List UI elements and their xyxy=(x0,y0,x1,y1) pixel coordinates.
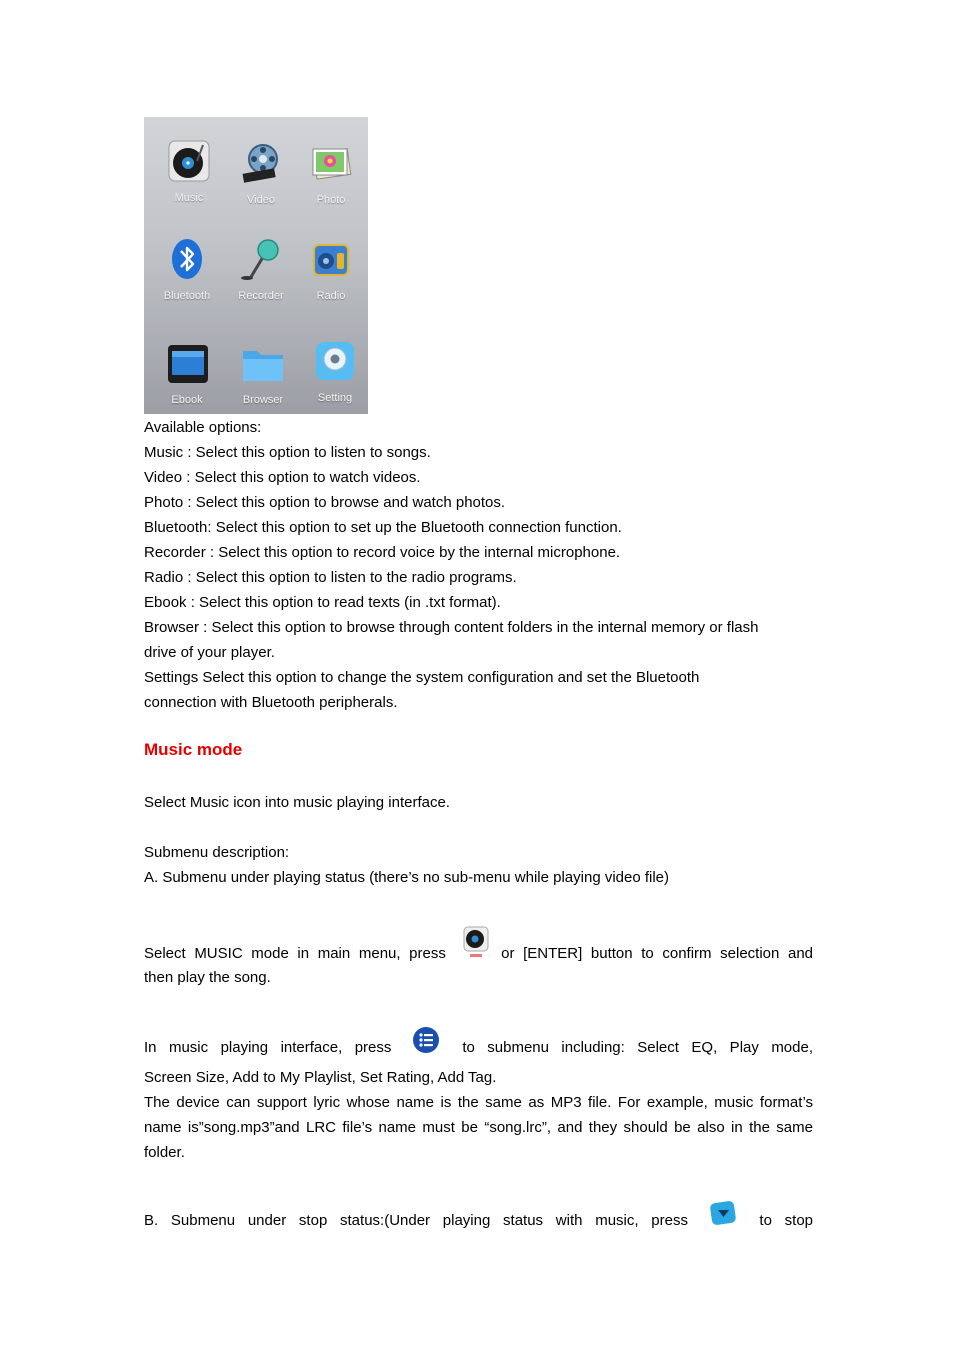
microphone-icon xyxy=(239,237,283,281)
option-line: drive of your player. xyxy=(144,644,275,661)
option-line: Radio : Select this option to listen to the radio programs. xyxy=(144,569,517,586)
option-line: Video : Select this option to watch videos. xyxy=(144,469,421,486)
app-label: Photo xyxy=(316,194,346,206)
paragraph-text: or [ENTER] button to confirm selection and xyxy=(501,945,814,962)
app-label: Ebook xyxy=(171,394,203,406)
turntable-icon xyxy=(167,139,211,183)
paragraph-text: to submenu including: Select EQ, Play mode, xyxy=(462,1039,814,1056)
paragraph-select-music-line2: then play the song. xyxy=(144,969,271,986)
submenu-label: Submenu description: xyxy=(144,844,290,861)
app-label: Recorder xyxy=(238,290,284,302)
app-label: Browser xyxy=(242,394,284,406)
app-label: Music xyxy=(174,192,204,204)
paragraph-lyric-support: The device can support lyric whose name is the same as MP3 file. For example, music format’s name is”song.mp3”and LRC file’s name must be “song.lrc”, and they should be also in the same folder. xyxy=(144,1094,813,1161)
app-radio xyxy=(292,233,366,329)
photo-stack-icon xyxy=(309,141,353,185)
app-setting xyxy=(296,335,370,431)
ebook-icon xyxy=(165,341,209,385)
option-line: Photo : Select this option to browse and watch photos. xyxy=(144,494,506,511)
music-select-line: Select Music icon into music playing interface. xyxy=(144,794,450,811)
app-label: Bluetooth xyxy=(163,290,211,302)
option-line: Ebook : Select this option to read texts (in .txt format). xyxy=(144,594,501,611)
paragraph-text: In music playing interface, press xyxy=(144,1039,392,1056)
radio-icon xyxy=(309,237,353,281)
section-heading-music-mode: Music mode xyxy=(144,740,243,759)
app-photo xyxy=(292,137,366,233)
paragraph-playing-interface-line2: Screen Size, Add to My Playlist, Set Rating, Add Tag. xyxy=(144,1069,497,1086)
app-bluetooth xyxy=(148,233,222,329)
paragraph-text: B. Submenu under stop status:(Under playing status with music, press xyxy=(144,1212,688,1229)
app-recorder xyxy=(222,233,296,329)
app-video xyxy=(222,137,296,233)
submenu-item-a: A. Submenu under playing status (there’s no sub-menu while playing video file) xyxy=(144,869,670,886)
paragraph-text: to stop xyxy=(759,1212,814,1229)
option-line: Recorder : Select this option to record voice by the internal microphone. xyxy=(144,544,621,561)
submenu-item-b xyxy=(144,1208,813,1233)
device-main-menu-screenshot xyxy=(144,117,368,414)
option-line: Settings Select this option to change the system configuration and set the Bluetooth xyxy=(144,669,700,686)
list-menu-icon xyxy=(412,1026,440,1054)
play-pause-icon xyxy=(709,1200,737,1228)
option-line: Bluetooth: Select this option to set up the Bluetooth connection function. xyxy=(144,519,622,536)
app-label: Setting xyxy=(317,392,353,404)
app-label: Video xyxy=(247,194,275,206)
app-label: Radio xyxy=(316,290,346,302)
settings-icon xyxy=(313,339,357,383)
option-line: Browser : Select this option to browse through content folders in the internal memory or flash xyxy=(144,619,759,636)
music-app-icon xyxy=(463,926,489,960)
option-line: Music : Select this option to listen to songs. xyxy=(144,444,431,461)
app-music xyxy=(150,135,224,231)
folder-icon xyxy=(241,341,285,385)
bluetooth-icon xyxy=(165,237,209,281)
paragraph-select-music xyxy=(144,941,813,966)
film-reel-icon xyxy=(239,141,283,185)
paragraph-playing-interface xyxy=(144,1035,813,1060)
options-intro: Available options: xyxy=(144,419,262,436)
paragraph-text: Select MUSIC mode in main menu, press xyxy=(144,945,446,962)
option-line: connection with Bluetooth peripherals. xyxy=(144,694,398,711)
